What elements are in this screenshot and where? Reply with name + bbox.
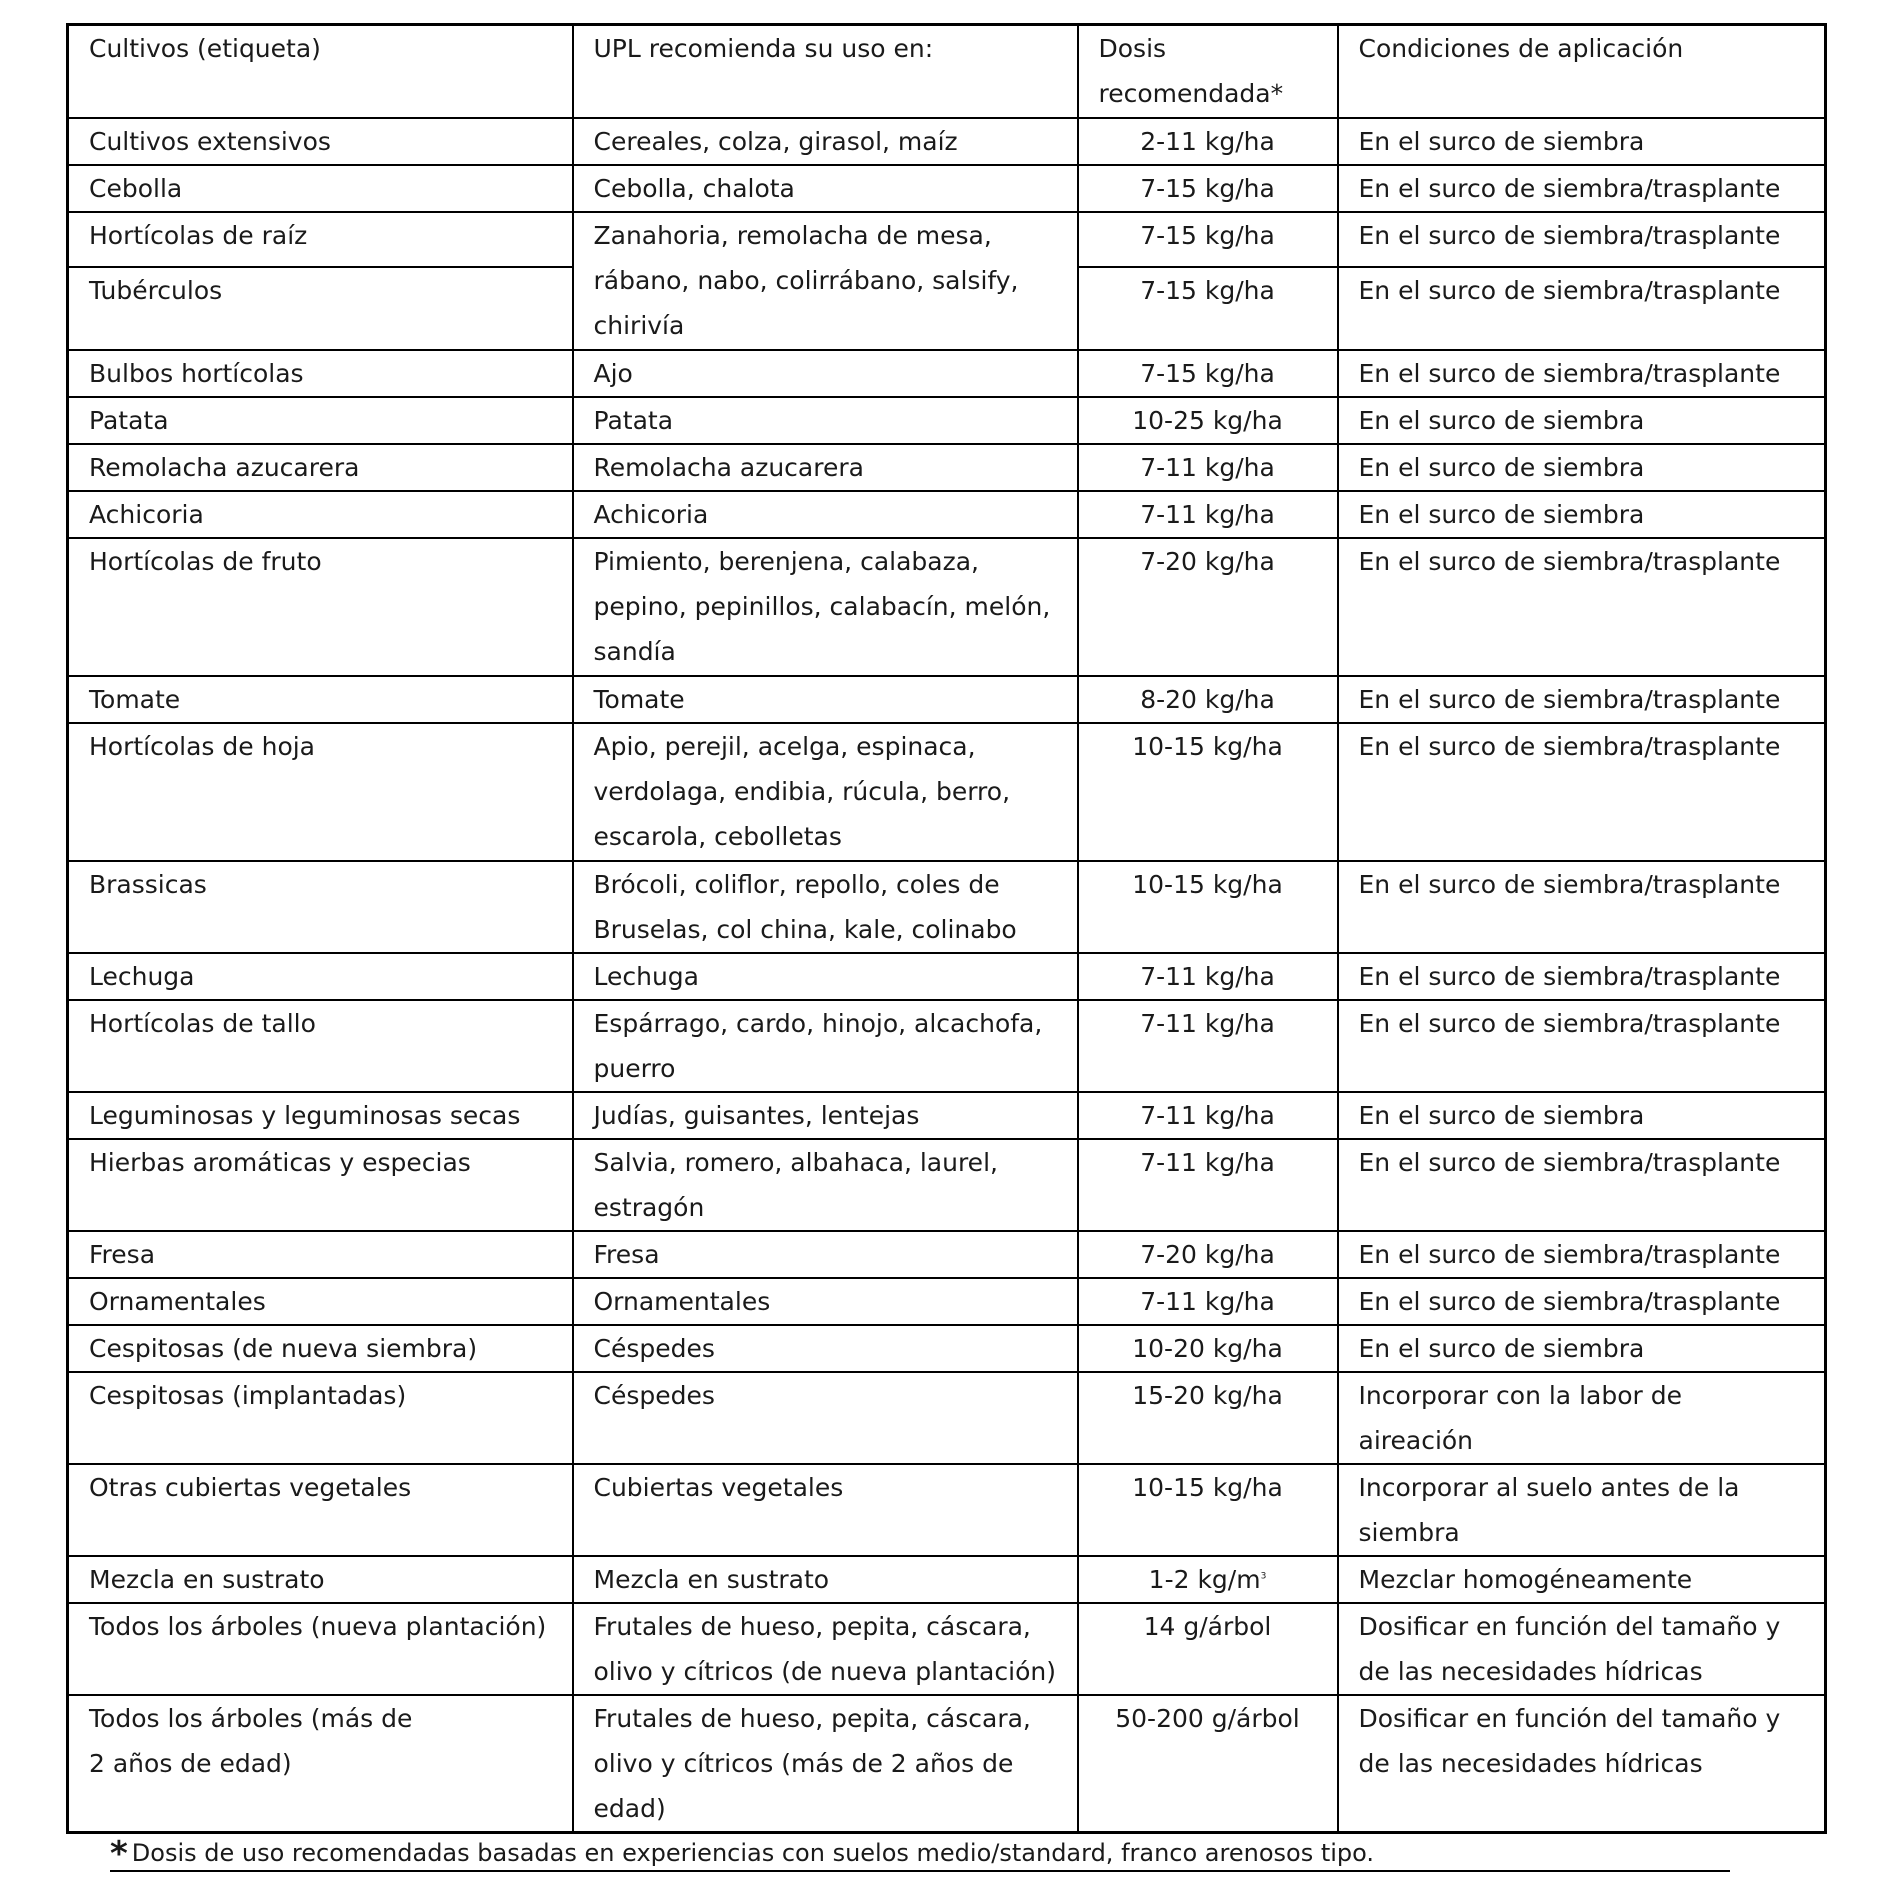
dose-value: 1-2 kg/m [1148,1564,1261,1594]
crop-cell: Hortícolas de hoja [68,723,573,861]
conditions-cell: En el surco de siembra/trasplante [1338,267,1826,350]
conditions-cell: En el surco de siembra/trasplante [1338,538,1826,676]
crop-cell: Brassicas [68,861,573,953]
table-row [68,350,1826,397]
table-row [68,861,1826,953]
dose-cell: 10-20 kg/ha [1078,1325,1338,1372]
conditions-cell: En el surco de siembra/trasplante [1338,165,1826,212]
upl-cell: Remolacha azucarera [573,444,1078,491]
upl-cell: Cebolla, chalota [573,165,1078,212]
footnote-text: Dosis de uso recomendadas basadas en experiencias con suelos medio/standard, franco arenosos tipo. [131,1839,1375,1867]
dose-cell: 7-11 kg/ha [1078,1092,1338,1139]
conditions-cell: En el surco de siembra [1338,118,1826,165]
crop-dosage-table [66,23,1827,1834]
crop-cell: Bulbos hortícolas [68,350,573,397]
conditions-cell: Incorporar al suelo antes de la siembra [1338,1464,1826,1556]
upl-cell: Pimiento, berenjena, calabaza, pepino, pepinillos, calabacín, melón, sandía [573,538,1078,676]
conditions-cell: En el surco de siembra/trasplante [1338,1000,1826,1092]
crop-cell: Remolacha azucarera [68,444,573,491]
upl-cell: Salvia, romero, albahaca, laurel, estragón [573,1139,1078,1231]
conditions-cell: En el surco de siembra/trasplante [1338,723,1826,861]
dose-cell: 7-11 kg/ha [1078,444,1338,491]
table-row [68,212,1826,267]
footnote [110,1830,1730,1872]
upl-cell: Frutales de hueso, pepita, cáscara, olivo y cítricos (de nueva plantación) [573,1603,1078,1695]
conditions-cell: Dosificar en función del tamaño y de las necesidades hídricas [1338,1695,1826,1833]
conditions-cell: Mezclar homogéneamente [1338,1556,1826,1603]
dose-cell: 7-11 kg/ha [1078,491,1338,538]
conditions-cell: En el surco de siembra/trasplante [1338,953,1826,1000]
dose-cell: 7-15 kg/ha [1078,267,1338,350]
table-row [68,397,1826,444]
dose-cell: 7-15 kg/ha [1078,212,1338,267]
dose-cell: 10-15 kg/ha [1078,1464,1338,1556]
upl-cell: Ajo [573,350,1078,397]
table-row [68,1695,1826,1833]
column-header-conditions: Condiciones de aplicación [1338,25,1826,118]
dose-cell: 7-11 kg/ha [1078,953,1338,1000]
dose-cell: 10-15 kg/ha [1078,723,1338,861]
dose-cell: 7-11 kg/ha [1078,1139,1338,1231]
conditions-cell: En el surco de siembra/trasplante [1338,212,1826,267]
crop-cell: Lechuga [68,953,573,1000]
upl-cell: Mezcla en sustrato [573,1556,1078,1603]
upl-cell: Brócoli, coliflor, repollo, coles de Bruselas, col china, kale, colinabo [573,861,1078,953]
table-row [68,444,1826,491]
dose-cell: 7-11 kg/ha [1078,1278,1338,1325]
upl-cell: Cubiertas vegetales [573,1464,1078,1556]
table-row [68,165,1826,212]
table-row [68,118,1826,165]
table-row [68,953,1826,1000]
dose-cell: 10-25 kg/ha [1078,397,1338,444]
conditions-cell: En el surco de siembra/trasplante [1338,1231,1826,1278]
crop-cell: Ornamentales [68,1278,573,1325]
dose-cell: 7-11 kg/ha [1078,1000,1338,1092]
crop-cell: Cespitosas (de nueva siembra) [68,1325,573,1372]
upl-cell: Achicoria [573,491,1078,538]
table-row [68,1372,1826,1464]
crop-cell: Patata [68,397,573,444]
upl-cell: Fresa [573,1231,1078,1278]
conditions-cell: En el surco de siembra/trasplante [1338,350,1826,397]
footnote-marker: * [110,1834,128,1874]
dose-cell: 7-20 kg/ha [1078,1231,1338,1278]
crop-cell: Leguminosas y leguminosas secas [68,1092,573,1139]
crop-cell: Cultivos extensivos [68,118,573,165]
crop-cell: Mezcla en sustrato [68,1556,573,1603]
column-header-crops: Cultivos (etiqueta) [68,25,573,118]
crop-cell: Tubérculos [68,267,573,350]
crop-cell: Hortícolas de fruto [68,538,573,676]
upl-cell: Apio, perejil, acelga, espinaca, verdolaga, endibia, rúcula, berro, escarola, cebolletas [573,723,1078,861]
crop-cell: Hierbas aromáticas y especias [68,1139,573,1231]
crop-cell: Todos los árboles (nueva plantación) [68,1603,573,1695]
upl-cell: Céspedes [573,1372,1078,1464]
dose-unit-superscript: 3 [1260,1571,1267,1582]
conditions-cell: En el surco de siembra/trasplante [1338,1139,1826,1231]
crop-cell: Otras cubiertas vegetales [68,1464,573,1556]
table-row [68,676,1826,723]
dose-cell: 14 g/árbol [1078,1603,1338,1695]
upl-cell: Lechuga [573,953,1078,1000]
crop-cell: Cebolla [68,165,573,212]
dose-cell: 8-20 kg/ha [1078,676,1338,723]
dose-cell [1078,1556,1338,1603]
crop-cell: Cespitosas (implantadas) [68,1372,573,1464]
conditions-cell: Dosificar en función del tamaño y de las necesidades hídricas [1338,1603,1826,1695]
upl-cell: Ornamentales [573,1278,1078,1325]
conditions-cell: En el surco de siembra [1338,444,1826,491]
column-header-upl: UPL recomienda su uso en: [573,25,1078,118]
conditions-cell: En el surco de siembra [1338,491,1826,538]
table-row [68,538,1826,676]
dose-cell: 7-15 kg/ha [1078,165,1338,212]
conditions-cell: En el surco de siembra [1338,1325,1826,1372]
crop-cell: Hortícolas de tallo [68,1000,573,1092]
table-row [68,1464,1826,1556]
dose-cell: 15-20 kg/ha [1078,1372,1338,1464]
dose-cell: 10-15 kg/ha [1078,861,1338,953]
table-row [68,1139,1826,1231]
conditions-cell: Incorporar con la labor de aireación [1338,1372,1826,1464]
table-row [68,1092,1826,1139]
upl-cell: Frutales de hueso, pepita, cáscara, olivo y cítricos (más de 2 años de edad) [573,1695,1078,1833]
dose-cell: 50-200 g/árbol [1078,1695,1338,1833]
conditions-cell: En el surco de siembra [1338,1092,1826,1139]
table-row [68,1278,1826,1325]
column-header-dose: Dosis recomendada* [1078,25,1338,118]
table-row [68,1556,1826,1603]
dose-cell: 2-11 kg/ha [1078,118,1338,165]
conditions-cell: En el surco de siembra/trasplante [1338,1278,1826,1325]
dose-cell: 7-15 kg/ha [1078,350,1338,397]
dose-cell: 7-20 kg/ha [1078,538,1338,676]
upl-cell: Patata [573,397,1078,444]
crop-cell: Tomate [68,676,573,723]
upl-cell: Cereales, colza, girasol, maíz [573,118,1078,165]
upl-cell: Céspedes [573,1325,1078,1372]
crop-cell: Fresa [68,1231,573,1278]
crop-cell: Achicoria [68,491,573,538]
upl-cell: Espárrago, cardo, hinojo, alcachofa, puerro [573,1000,1078,1092]
table-row [68,491,1826,538]
upl-cell: Judías, guisantes, lentejas [573,1092,1078,1139]
table-row [68,1000,1826,1092]
table-row [68,1231,1826,1278]
table-row [68,1325,1826,1372]
table-row [68,1603,1826,1695]
crop-cell: Hortícolas de raíz [68,212,573,267]
upl-cell: Tomate [573,676,1078,723]
table-header-row [68,25,1826,118]
conditions-cell: En el surco de siembra/trasplante [1338,676,1826,723]
upl-cell: Zanahoria, remolacha de mesa, rábano, nabo, colirrábano, salsify, chirivía [573,212,1078,350]
conditions-cell: En el surco de siembra [1338,397,1826,444]
conditions-cell: En el surco de siembra/trasplante [1338,861,1826,953]
crop-cell: Todos los árboles (más de 2 años de edad) [68,1695,573,1833]
table-row [68,723,1826,861]
